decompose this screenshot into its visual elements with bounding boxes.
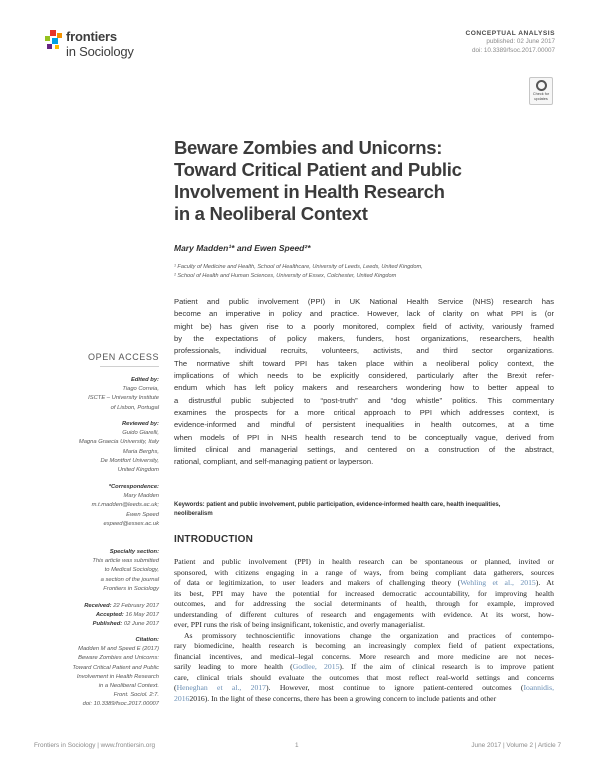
specialty-text: a section of the journal [100, 576, 159, 583]
body-text-span: of data or legitimization, to user leaders and makers of challenging theory ( [174, 578, 461, 587]
specialty-text: Frontiers in Sociology [103, 585, 159, 592]
body-text-span: ). If the aim of clinical research is to improve patient [339, 662, 555, 671]
reviewer-name[interactable]: Guido Giarelli, [122, 430, 159, 437]
affiliation-1: ¹ Faculty of Medicine and Health, School of Healthcare, University of Leeds, Leeds, United Kingdom, [174, 264, 423, 270]
abstract-line: The normative shift toward PPI has taken place within a neoliberal policy context, the [174, 358, 554, 368]
body-line: care, clinical trials should evaluate the outcomes that most reflect real-world settings and concerns [174, 672, 554, 682]
abstract-line: when models of PPI in NHS health research tend to be conceptually vague, derived from [174, 432, 554, 442]
check-for-updates-badge[interactable] [529, 77, 553, 105]
abstract-line: by the expectations of policy makers, funders, host organizations, researchers, health [174, 334, 554, 344]
article-title [174, 137, 514, 225]
doi-link[interactable]: doi: 10.3389/fsoc.2017.00007 [472, 47, 555, 54]
citation-link[interactable]: Wehling et al., 2015 [460, 578, 536, 587]
abstract-line: might be) has given rise to a poorly monitored, complex field of activity, variously framed [174, 321, 554, 331]
body-line [174, 694, 554, 705]
citation-text: Beware Zombies and Unicorns: [78, 655, 159, 662]
abstract-line: become an imperative in policy and practice. However, lack of clarity on what PPI is (or [174, 309, 554, 319]
logo-journal-name: in Sociology [66, 44, 134, 59]
body-line: outcomes, and for addressing the social determinants of health, through for example, improved [174, 599, 554, 608]
specialty-text: to Medical Sociology, [104, 567, 159, 574]
keywords-list-cont: neoliberalism [174, 511, 213, 517]
body-line: ever, PPI runs the risk of being insignificant, tokenistic, and overly managerialist. [174, 620, 425, 629]
editor-name[interactable]: Tiago Correia, [122, 386, 159, 393]
body-line: understanding of different cultures of research and engagements with evidence. At its worst, how- [174, 609, 554, 619]
affiliations [174, 263, 423, 281]
citation-doi[interactable]: doi: 10.3389/fsoc.2017.00007 [82, 701, 159, 708]
body-text-span: 2016). In the light of these concerns, there has been a growing concern to include patients and other [189, 693, 497, 703]
body-text-span: ). However, most continue to ignore patient-centered outcomes ( [266, 683, 524, 692]
reviewer-affiliation: Magna Graecia University, Italy [78, 439, 159, 446]
citation-label: Citation: [135, 637, 159, 643]
correspondence-block [39, 483, 159, 529]
citation-link[interactable]: Heneghan et al., 2017 [176, 683, 267, 692]
reviewer-affiliation: De Montfort University, [100, 457, 159, 464]
abstract-line: a distrustful public subjected to “post-truth” and “dog whistle” politics. This commentary [174, 395, 554, 405]
specialty-label: Specialty section: [109, 549, 159, 555]
body-line: financial incentives, and medical–legal concerns. More research and more medicine are not neces- [174, 651, 554, 661]
specialty-section-block [39, 548, 159, 594]
title-line: Toward Critical Patient and Public [174, 159, 462, 180]
abstract-line: professionals, individual recruits, volunteers, activists, and third sector organizations. [174, 346, 554, 356]
introduction-body [174, 557, 554, 704]
citation-text: Involvement in Health Research [76, 673, 159, 680]
reviewed-by-label: Reviewed by: [121, 421, 159, 427]
article-type: CONCEPTUAL ANALYSIS [465, 30, 555, 37]
sidebar-divider [100, 366, 159, 367]
correspondent-email[interactable]: m.t.madden@leeds.ac.uk; [91, 502, 159, 509]
editor-affiliation: of Lisbon, Portugal [110, 404, 159, 411]
reviewed-by-block [39, 420, 159, 475]
author-list[interactable]: Mary Madden¹* and Ewen Speed²* [174, 243, 311, 253]
citation-text: in a Neoliberal Context. [98, 683, 159, 690]
body-line [174, 683, 554, 694]
body-line: its best, PPI may have the potential for increased democratic accountability, for improving health [174, 588, 554, 598]
body-line: As promissory technoscientific innovations change the organization and practices of contempo- [184, 630, 554, 640]
update-check-icon [536, 80, 547, 91]
citation-link[interactable]: Godlee, 2015 [292, 662, 340, 671]
logo-brand: frontiers [66, 29, 117, 44]
body-line: rary biomedicine, health research is becoming an increasingly complex field of patient expectations, [174, 641, 554, 650]
section-heading-introduction: INTRODUCTION [174, 534, 254, 545]
body-text-span: ). At [535, 578, 554, 587]
article-meta [355, 30, 555, 55]
abstract-line: endum which has left policy makers and researchers wondering how to better appeal to [174, 383, 554, 393]
abstract-line: rational, compliant, and self-managing patient or layperson. [174, 457, 374, 467]
abstract-line: limited clinical and managerial settings, and centered on a construction of the abstract, [174, 445, 554, 455]
journal-logo[interactable] [44, 28, 184, 68]
citation-block [39, 636, 159, 710]
citation-link[interactable]: Ioannidis, [523, 683, 554, 692]
badge-label-1: Check for [532, 92, 550, 96]
keywords [174, 501, 554, 519]
footer-volume-info: June 2017 | Volume 2 | Article 7 [471, 742, 561, 749]
body-text-span: ( [174, 683, 177, 692]
citation-text: Toward Critical Patient and Public [72, 664, 159, 671]
accepted-date: 16 May 2017 [125, 612, 159, 619]
dates-block [39, 602, 159, 630]
title-line: in a Neoliberal Context [174, 203, 368, 224]
correspondence-label: *Correspondence: [108, 484, 159, 490]
citation-text: Madden M and Speed E (2017) [78, 646, 159, 653]
frontiers-logo-icon [44, 30, 64, 52]
correspondent-email[interactable]: espeed@essex.ac.uk [103, 520, 159, 527]
abstract-line: examines the prospects for a more critical approach to PPI which addresses context, is [174, 408, 554, 418]
abstract-line: implications of which needs to be explicitly considered, particularly after the Brexit refer- [174, 371, 554, 381]
abstract [174, 296, 554, 469]
keywords-label: Keywords: [174, 502, 205, 508]
specialty-text: This article was submitted [92, 558, 159, 565]
edited-by-block [39, 376, 159, 413]
body-line: Patient and public involvement (PPI) in health research can be spontaneous or planned, invited or [174, 557, 554, 566]
published-date-sidebar: 02 June 2017 [123, 621, 159, 628]
body-line [174, 662, 554, 673]
body-text-span: sarily leading to more health ( [174, 662, 293, 671]
editor-affiliation: ISCTE – University Institute [88, 395, 159, 402]
published-label: Published: [92, 621, 123, 628]
open-access-label: OPEN ACCESS [88, 352, 160, 362]
accepted-label: Accepted: [95, 612, 124, 619]
abstract-line: evidence-informed and mindful of persistent inequalities in health outcomes, at a time [174, 420, 554, 430]
citation-link[interactable]: 2016 [174, 693, 190, 703]
body-line: sponsored, with citizens engaging in a range of ways, from being compliant data gatherers, sources [174, 567, 554, 577]
correspondent-name: Ewen Speed [126, 511, 159, 518]
page-number: 1 [295, 742, 299, 749]
received-date: 22 February 2017 [113, 603, 159, 609]
correspondent-name: Mary Madden [123, 493, 159, 500]
reviewer-name[interactable]: Maria Berghs, [122, 448, 159, 455]
badge-label-2: updates [534, 97, 548, 101]
body-line [174, 578, 554, 589]
edited-by-label: Edited by: [130, 377, 159, 383]
abstract-line: Patient and public involvement (PPI) in UK National Health Service (NHS) research has [174, 297, 554, 306]
published-date: published: 02 June 2017 [486, 38, 555, 45]
title-line: Involvement in Health Research [174, 181, 445, 202]
title-line: Beware Zombies and Unicorns: [174, 137, 443, 158]
keywords-list: patient and public involvement, public participation, evidence-informed health care, health inequalities, [206, 502, 501, 508]
received-label: Received: [84, 603, 112, 609]
affiliation-2: ² School of Health and Human Sciences, University of Essex, Colchester, United Kingdom [174, 273, 397, 279]
citation-text: Front. Sociol. 2:7. [113, 692, 159, 699]
reviewer-affiliation: United Kingdom [117, 467, 159, 474]
footer-journal-link[interactable]: Frontiers in Sociology | www.frontiersin.org [34, 742, 155, 749]
